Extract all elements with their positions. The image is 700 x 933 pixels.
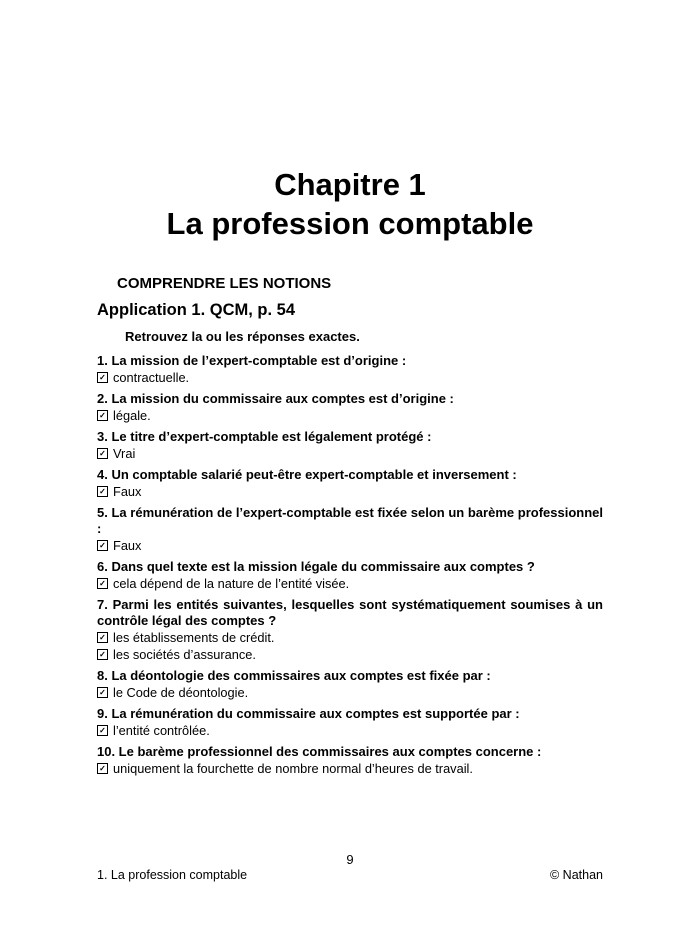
checked-box-icon: ✓ xyxy=(97,649,108,660)
page-number: 9 xyxy=(346,852,354,867)
answer-item xyxy=(97,369,603,386)
question-item xyxy=(97,706,603,739)
answer-item xyxy=(97,684,603,701)
answer-text: cela dépend de la nature de l’entité visée. xyxy=(113,576,350,591)
checked-box-icon: ✓ xyxy=(97,725,108,736)
question-text: 3. Le titre d’expert-comptable est légalement protégé : xyxy=(97,429,432,444)
checked-box-icon: ✓ xyxy=(97,540,108,551)
answer-item xyxy=(97,445,603,462)
answer-item xyxy=(97,537,603,554)
answer-text: le Code de déontologie. xyxy=(113,685,249,700)
question-text: 1. La mission de l’expert-comptable est d’origine : xyxy=(97,353,407,368)
answer-text: contractuelle. xyxy=(113,370,190,385)
answer-text: légale. xyxy=(113,408,151,423)
question-text: 7. Parmi les entités suivantes, lesquelles sont systématiquement soumises à un contrôle légal des comptes ? xyxy=(97,597,603,628)
chapter-title xyxy=(0,165,700,243)
application-heading: Application 1. QCM, p. 54 xyxy=(97,301,296,319)
answer-item xyxy=(97,483,603,500)
answer-item xyxy=(97,760,603,777)
checked-box-icon: ✓ xyxy=(97,410,108,421)
instruction-text: Retrouvez la ou les réponses exactes. xyxy=(125,329,360,344)
answer-text: uniquement la fourchette de nombre normal d’heures de travail. xyxy=(113,761,473,776)
question-text: 5. La rémunération de l’expert-comptable est fixée selon un barème professionnel : xyxy=(97,505,603,536)
question-item xyxy=(97,467,603,500)
question-item xyxy=(97,429,603,462)
question-item xyxy=(97,668,603,701)
question-item xyxy=(97,391,603,424)
answer-text: Vrai xyxy=(113,446,136,461)
footer-copyright: © Nathan xyxy=(550,868,603,882)
answer-text: les établissements de crédit. xyxy=(113,630,275,645)
chapter-name: La profession comptable xyxy=(166,206,534,241)
checked-box-icon: ✓ xyxy=(97,763,108,774)
question-text: 4. Un comptable salarié peut-être expert-comptable et inversement : xyxy=(97,467,517,482)
answer-text: Faux xyxy=(113,484,142,499)
answer-text: les sociétés d’assurance. xyxy=(113,647,256,662)
answer-text: Faux xyxy=(113,538,142,553)
question-list xyxy=(97,353,603,782)
question-text: 9. La rémunération du commissaire aux comptes est supportée par : xyxy=(97,706,520,721)
answer-item xyxy=(97,575,603,592)
question-item xyxy=(97,559,603,592)
checked-box-icon: ✓ xyxy=(97,578,108,589)
question-item xyxy=(97,597,603,663)
checked-box-icon: ✓ xyxy=(97,687,108,698)
question-item xyxy=(97,505,603,554)
chapter-number: Chapitre 1 xyxy=(274,167,426,202)
question-text: 10. Le barème professionnel des commissaires aux comptes concerne : xyxy=(97,744,542,759)
answer-text: l’entité contrôlée. xyxy=(113,723,210,738)
answer-item xyxy=(97,407,603,424)
answer-item xyxy=(97,629,603,646)
checked-box-icon: ✓ xyxy=(97,632,108,643)
question-text: 8. La déontologie des commissaires aux comptes est fixée par : xyxy=(97,668,491,683)
question-text: 6. Dans quel texte est la mission légale du commissaire aux comptes ? xyxy=(97,559,535,574)
checked-box-icon: ✓ xyxy=(97,372,108,383)
answer-item xyxy=(97,722,603,739)
footer-chapter: 1. La profession comptable xyxy=(97,868,248,882)
section-heading: COMPRENDRE LES NOTIONS xyxy=(117,275,332,292)
checked-box-icon: ✓ xyxy=(97,486,108,497)
question-item xyxy=(97,353,603,386)
question-item xyxy=(97,744,603,777)
question-text: 2. La mission du commissaire aux comptes est d’origine : xyxy=(97,391,454,406)
answer-item xyxy=(97,646,603,663)
checked-box-icon: ✓ xyxy=(97,448,108,459)
